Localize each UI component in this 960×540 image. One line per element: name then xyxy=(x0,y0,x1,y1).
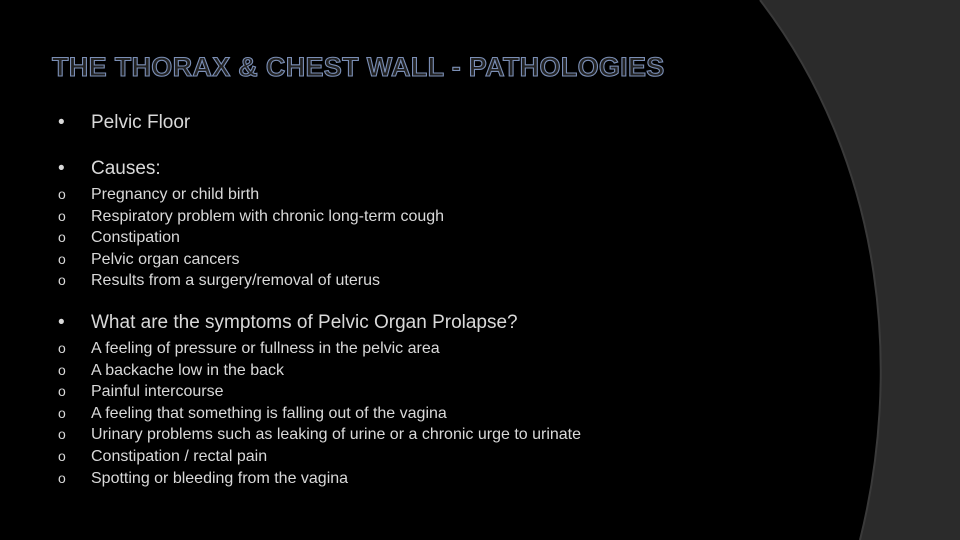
bullet-text: Pelvic Floor xyxy=(91,112,191,133)
bullet-dot-icon: • xyxy=(58,112,65,133)
bullet-text: Causes: xyxy=(91,158,161,179)
list-item-text: Respiratory problem with chronic long-term cough xyxy=(91,207,445,225)
circle-bullet-icon: o xyxy=(58,426,66,443)
list-item xyxy=(58,270,778,292)
bullet-heading xyxy=(58,110,778,136)
slide-content xyxy=(58,110,778,489)
list-item-text: A feeling of pressure or fullness in the pelvic area xyxy=(91,339,440,357)
list-item xyxy=(58,338,778,360)
list-item-text: Pelvic organ cancers xyxy=(91,250,240,268)
bullet-dot-icon: • xyxy=(58,311,65,333)
bullet-heading xyxy=(58,156,778,182)
circle-bullet-icon: o xyxy=(58,250,66,267)
list-item-text: A feeling that something is falling out of the vagina xyxy=(91,404,447,422)
bullet-heading xyxy=(58,310,778,336)
circle-bullet-icon: o xyxy=(58,404,66,421)
circle-bullet-icon: o xyxy=(58,229,66,246)
list-item xyxy=(58,227,778,249)
list-item xyxy=(58,424,778,446)
list-item xyxy=(58,184,778,206)
circle-bullet-icon: o xyxy=(58,361,66,378)
list-item-text: Results from a surgery/removal of uterus xyxy=(91,272,380,290)
circle-bullet-icon: o xyxy=(58,272,66,289)
list-item-text: Painful intercourse xyxy=(91,383,224,401)
circle-bullet-icon: o xyxy=(58,339,66,356)
list-item-text: Pregnancy or child birth xyxy=(91,186,260,203)
circle-bullet-icon: o xyxy=(58,186,66,202)
circle-bullet-icon: o xyxy=(58,447,66,464)
list-item-text: Spotting or bleeding from the vagina xyxy=(91,469,349,487)
slide-title: THE THORAX & CHEST WALL - PATHOLOGIES xyxy=(52,52,665,82)
list-item-text: Urinary problems such as leaking of urine or a chronic urge to urinate xyxy=(91,426,582,444)
list-item xyxy=(58,381,778,403)
list-item xyxy=(58,206,778,228)
list-item-text: Constipation / rectal pain xyxy=(91,447,268,465)
circle-bullet-icon: o xyxy=(58,383,66,400)
list-item xyxy=(58,403,778,425)
list-item xyxy=(58,468,778,490)
list-item xyxy=(58,446,778,468)
list-item xyxy=(58,249,778,271)
causes-list xyxy=(58,184,778,292)
bullet-text: What are the symptoms of Pelvic Organ Prolapse? xyxy=(91,311,518,333)
list-item-text: A backache low in the back xyxy=(91,361,285,379)
symptoms-list xyxy=(58,338,778,489)
circle-bullet-icon: o xyxy=(58,469,66,486)
bullet-dot-icon: • xyxy=(58,158,65,179)
list-item xyxy=(58,360,778,382)
list-item-text: Constipation xyxy=(91,229,180,247)
circle-bullet-icon: o xyxy=(58,207,66,224)
